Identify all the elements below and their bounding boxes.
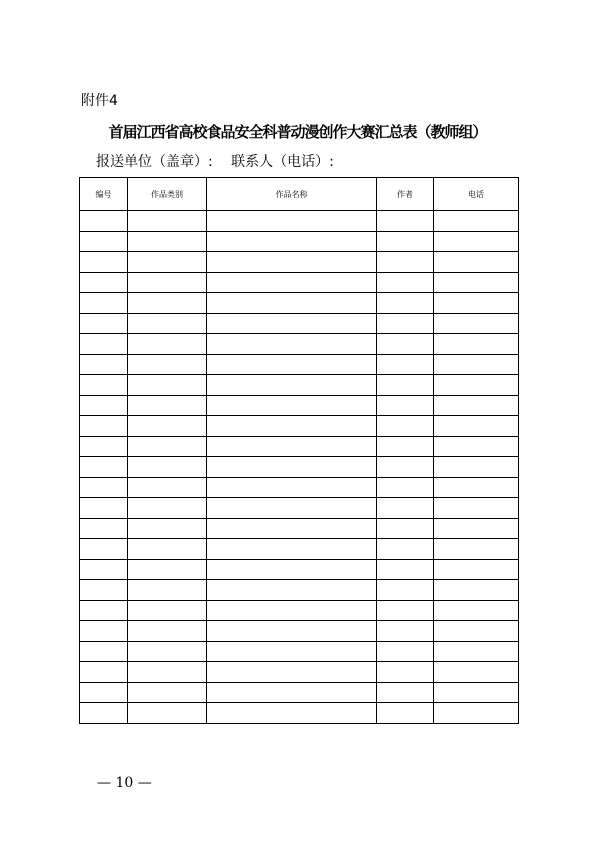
table-cell[interactable] — [128, 477, 207, 498]
table-cell[interactable] — [377, 252, 434, 273]
table-row — [80, 395, 519, 416]
table-cell[interactable] — [128, 539, 207, 560]
table-cell[interactable] — [80, 211, 128, 232]
table-row — [80, 436, 519, 457]
table-cell[interactable] — [128, 518, 207, 539]
column-header-author: 作者 — [377, 178, 434, 211]
table-cell[interactable] — [80, 559, 128, 580]
table-cell[interactable] — [377, 703, 434, 724]
table-cell[interactable] — [80, 498, 128, 519]
table-row — [80, 457, 519, 478]
table-row — [80, 313, 519, 334]
table-cell[interactable] — [207, 498, 377, 519]
table-cell[interactable] — [377, 682, 434, 703]
table-cell[interactable] — [434, 641, 519, 662]
table-cell[interactable] — [128, 293, 207, 314]
table-cell[interactable] — [434, 559, 519, 580]
table-cell[interactable] — [207, 375, 377, 396]
contact-person-label: 联系人（电话）: — [231, 154, 334, 170]
table-cell[interactable] — [377, 477, 434, 498]
table-cell[interactable] — [207, 621, 377, 642]
table-row — [80, 416, 519, 437]
table-cell[interactable] — [377, 539, 434, 560]
table-cell[interactable] — [128, 559, 207, 580]
table-cell[interactable] — [80, 375, 128, 396]
table-cell[interactable] — [377, 436, 434, 457]
table-cell[interactable] — [377, 600, 434, 621]
table-row — [80, 662, 519, 683]
table-row — [80, 600, 519, 621]
table-cell[interactable] — [434, 313, 519, 334]
table-cell[interactable] — [377, 559, 434, 580]
table-cell[interactable] — [207, 354, 377, 375]
table-header-row — [80, 178, 519, 211]
table-cell[interactable] — [207, 682, 377, 703]
table-row — [80, 682, 519, 703]
table-cell[interactable] — [80, 662, 128, 683]
table-cell[interactable] — [80, 313, 128, 334]
table-cell[interactable] — [434, 498, 519, 519]
table-cell[interactable] — [434, 211, 519, 232]
table-cell[interactable] — [434, 662, 519, 683]
table-cell[interactable] — [128, 703, 207, 724]
table-cell[interactable] — [207, 641, 377, 662]
table-cell[interactable] — [377, 518, 434, 539]
table-cell[interactable] — [377, 272, 434, 293]
table-cell[interactable] — [377, 231, 434, 252]
table-cell[interactable] — [377, 375, 434, 396]
table-cell[interactable] — [377, 211, 434, 232]
page-title: 首届江西省高校食品安全科普动漫创作大赛汇总表（教师组） — [108, 123, 487, 141]
table-cell[interactable] — [207, 703, 377, 724]
table-cell[interactable] — [207, 600, 377, 621]
table-cell[interactable] — [434, 682, 519, 703]
table-cell[interactable] — [434, 600, 519, 621]
table-cell[interactable] — [434, 436, 519, 457]
table-row — [80, 518, 519, 539]
table-row — [80, 272, 519, 293]
table-cell[interactable] — [207, 436, 377, 457]
table-cell[interactable] — [80, 436, 128, 457]
table-cell[interactable] — [207, 559, 377, 580]
table-cell[interactable] — [128, 395, 207, 416]
table-cell[interactable] — [377, 580, 434, 601]
table-cell[interactable] — [128, 211, 207, 232]
table-body — [80, 211, 519, 724]
table-cell[interactable] — [434, 477, 519, 498]
table-cell[interactable] — [207, 457, 377, 478]
table-cell[interactable] — [80, 518, 128, 539]
table-cell[interactable] — [434, 272, 519, 293]
column-header-phone: 电话 — [434, 178, 519, 211]
table-cell[interactable] — [128, 313, 207, 334]
table-row — [80, 703, 519, 724]
column-header-work-name: 作品名称 — [207, 178, 377, 211]
table-cell[interactable] — [80, 621, 128, 642]
table-cell[interactable] — [377, 498, 434, 519]
table-cell[interactable] — [434, 231, 519, 252]
table-cell[interactable] — [80, 416, 128, 437]
table-row — [80, 375, 519, 396]
table-cell[interactable] — [377, 395, 434, 416]
table-cell[interactable] — [377, 293, 434, 314]
table-cell[interactable] — [128, 682, 207, 703]
table-cell[interactable] — [207, 416, 377, 437]
table-cell[interactable] — [80, 580, 128, 601]
table-cell[interactable] — [434, 395, 519, 416]
table-cell[interactable] — [128, 334, 207, 355]
table-cell[interactable] — [128, 580, 207, 601]
table-cell[interactable] — [207, 539, 377, 560]
table-cell[interactable] — [207, 211, 377, 232]
table-row — [80, 539, 519, 560]
form-meta — [96, 151, 334, 171]
table-cell[interactable] — [128, 621, 207, 642]
table-cell[interactable] — [434, 416, 519, 437]
table-cell[interactable] — [434, 252, 519, 273]
table-row — [80, 641, 519, 662]
table-cell[interactable] — [434, 293, 519, 314]
table-cell[interactable] — [80, 457, 128, 478]
table-row — [80, 252, 519, 273]
summary-table — [79, 177, 519, 724]
table-cell[interactable] — [80, 395, 128, 416]
table-cell[interactable] — [80, 231, 128, 252]
table-cell[interactable] — [128, 354, 207, 375]
table-cell[interactable] — [207, 395, 377, 416]
table-cell[interactable] — [80, 293, 128, 314]
table-cell[interactable] — [377, 662, 434, 683]
table-cell[interactable] — [80, 641, 128, 662]
table-cell[interactable] — [434, 457, 519, 478]
table-cell[interactable] — [207, 231, 377, 252]
table-cell[interactable] — [434, 354, 519, 375]
table-cell[interactable] — [128, 436, 207, 457]
column-header-number: 编号 — [80, 178, 128, 211]
table-cell[interactable] — [434, 375, 519, 396]
column-header-category: 作品类别 — [128, 178, 207, 211]
table-cell[interactable] — [80, 272, 128, 293]
table-cell[interactable] — [207, 252, 377, 273]
table-cell[interactable] — [434, 703, 519, 724]
table-cell[interactable] — [377, 416, 434, 437]
table-cell[interactable] — [207, 272, 377, 293]
table-cell[interactable] — [80, 682, 128, 703]
table-cell[interactable] — [377, 621, 434, 642]
table-cell[interactable] — [377, 457, 434, 478]
table-row — [80, 559, 519, 580]
table-cell[interactable] — [128, 252, 207, 273]
table-cell[interactable] — [80, 539, 128, 560]
table-cell[interactable] — [207, 518, 377, 539]
table-cell[interactable] — [377, 334, 434, 355]
table-cell[interactable] — [128, 498, 207, 519]
table-row — [80, 334, 519, 355]
table-row — [80, 580, 519, 601]
table-cell[interactable] — [128, 231, 207, 252]
table-cell[interactable] — [80, 334, 128, 355]
table-cell[interactable] — [377, 354, 434, 375]
table-cell[interactable] — [434, 334, 519, 355]
table-cell[interactable] — [434, 539, 519, 560]
table-cell[interactable] — [377, 641, 434, 662]
table-cell[interactable] — [434, 518, 519, 539]
table-cell[interactable] — [128, 600, 207, 621]
table-row — [80, 498, 519, 519]
table-cell[interactable] — [207, 477, 377, 498]
table-cell[interactable] — [128, 375, 207, 396]
table-row — [80, 621, 519, 642]
table-cell[interactable] — [377, 313, 434, 334]
table-cell[interactable] — [128, 662, 207, 683]
table-cell[interactable] — [80, 600, 128, 621]
table-cell[interactable] — [207, 313, 377, 334]
table-cell[interactable] — [80, 354, 128, 375]
table-cell[interactable] — [128, 416, 207, 437]
table-row — [80, 211, 519, 232]
table-cell[interactable] — [128, 272, 207, 293]
attachment-label: 附件4 — [81, 93, 118, 109]
table-cell[interactable] — [207, 334, 377, 355]
table-cell[interactable] — [128, 641, 207, 662]
table-cell[interactable] — [207, 662, 377, 683]
table-cell[interactable] — [434, 580, 519, 601]
table-cell[interactable] — [434, 621, 519, 642]
table-cell[interactable] — [80, 703, 128, 724]
table-cell[interactable] — [207, 293, 377, 314]
table-cell[interactable] — [80, 477, 128, 498]
page-number: — 10 — — [97, 775, 152, 791]
table-cell[interactable] — [80, 252, 128, 273]
table-row — [80, 354, 519, 375]
submitting-unit-label: 报送单位（盖章）: — [96, 154, 213, 170]
table-cell[interactable] — [128, 457, 207, 478]
table-row — [80, 293, 519, 314]
table-row — [80, 477, 519, 498]
table-row — [80, 231, 519, 252]
table-cell[interactable] — [207, 580, 377, 601]
